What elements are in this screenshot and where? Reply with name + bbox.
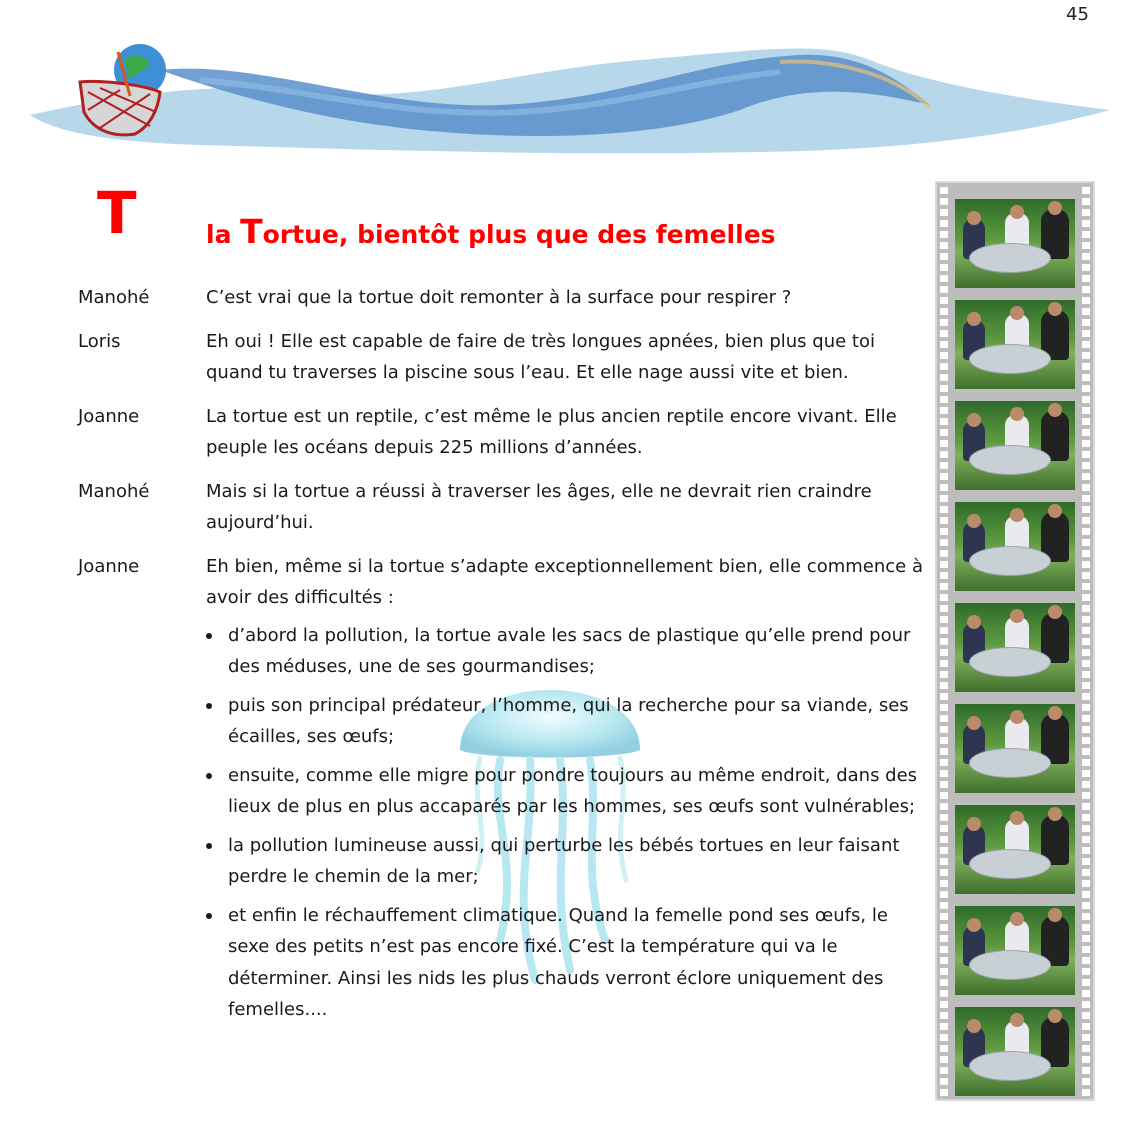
filmstrip-photo xyxy=(955,805,1075,894)
page-title xyxy=(206,212,776,251)
wave-header-illustration xyxy=(0,0,1126,170)
filmstrip-perforations-left xyxy=(937,183,951,1099)
speaker-name: Manohé xyxy=(78,287,150,308)
dialogue-line xyxy=(78,282,928,314)
speech-text: C’est vrai que la tortue doit remonter à la surface pour respirer ? xyxy=(206,287,792,308)
filmstrip-photo xyxy=(955,199,1075,288)
speech-text-with-list xyxy=(206,551,928,1033)
speech-text: Mais si la tortue a réussi à traverser les âges, elle ne devrait rien craindre aujourd’hui. xyxy=(206,480,872,533)
difficulties-list xyxy=(206,620,928,1026)
speaker-name: Joanne xyxy=(78,555,140,577)
filmstrip-photo xyxy=(955,502,1075,591)
filmstrip-photo xyxy=(955,906,1075,995)
filmstrip-perforations-right xyxy=(1079,183,1093,1099)
speech-text: Eh bien, même si la tortue s’adapte exceptionnellement bien, elle commence à avoir des difficultés : xyxy=(206,555,923,608)
speaker-name: Loris xyxy=(78,330,121,352)
dialogue-line xyxy=(78,476,928,539)
dialogue-line xyxy=(78,401,928,464)
list-item: d’abord la pollution, la tortue avale les sacs de plastique qu’elle prend pour des méduses, une de ses gourmandises; xyxy=(206,620,928,683)
title-prefix: la xyxy=(206,220,241,249)
speaker-name: Manohé xyxy=(78,480,150,502)
dialogue-line xyxy=(78,551,928,1033)
speech-text: La tortue est un reptile, c’est même le plus ancien reptile encore vivant. Elle peuple les océans depuis 225 millions d’années. xyxy=(206,405,897,458)
speaker-name: Joanne xyxy=(78,405,140,427)
title-capital: T xyxy=(240,212,263,251)
dialogue-block xyxy=(78,282,928,1045)
filmstrip-photo xyxy=(955,1007,1075,1096)
chapter-letter: T xyxy=(97,179,137,247)
page-number: 45 xyxy=(1066,4,1089,25)
filmstrip-photo xyxy=(955,300,1075,389)
filmstrip-frames xyxy=(955,199,1075,1108)
list-item: et enfin le réchauffement climatique. Quand la femelle pond ses œufs, le sexe des petits n’est pas encore fixé. C’est la température qui va le déterminer. Ainsi les nids les plus chauds verront éclore uniquement des femelles.... xyxy=(206,900,928,1026)
filmstrip-photo xyxy=(955,401,1075,490)
speech-text: Eh oui ! Elle est capable de faire de très longues apnées, bien plus que toi quand tu traverses la piscine sous l’eau. Et elle nage aussi vite et bien. xyxy=(206,330,875,383)
photo-filmstrip xyxy=(935,181,1095,1101)
filmstrip-photo xyxy=(955,603,1075,692)
filmstrip-photo xyxy=(955,704,1075,793)
list-item: ensuite, comme elle migre pour pondre toujours au même endroit, dans des lieux de plus en plus accaparés par les hommes, ses œufs sont vulnérables; xyxy=(206,760,928,823)
list-item: puis son principal prédateur, l’homme, qui la recherche pour sa viande, ses écailles, ses œufs; xyxy=(206,690,928,753)
dialogue-line xyxy=(78,326,928,389)
list-item: la pollution lumineuse aussi, qui perturbe les bébés tortues en leur faisant perdre le chemin de la mer; xyxy=(206,830,928,893)
title-rest: ortue, bientôt plus que des femelles xyxy=(262,220,776,249)
